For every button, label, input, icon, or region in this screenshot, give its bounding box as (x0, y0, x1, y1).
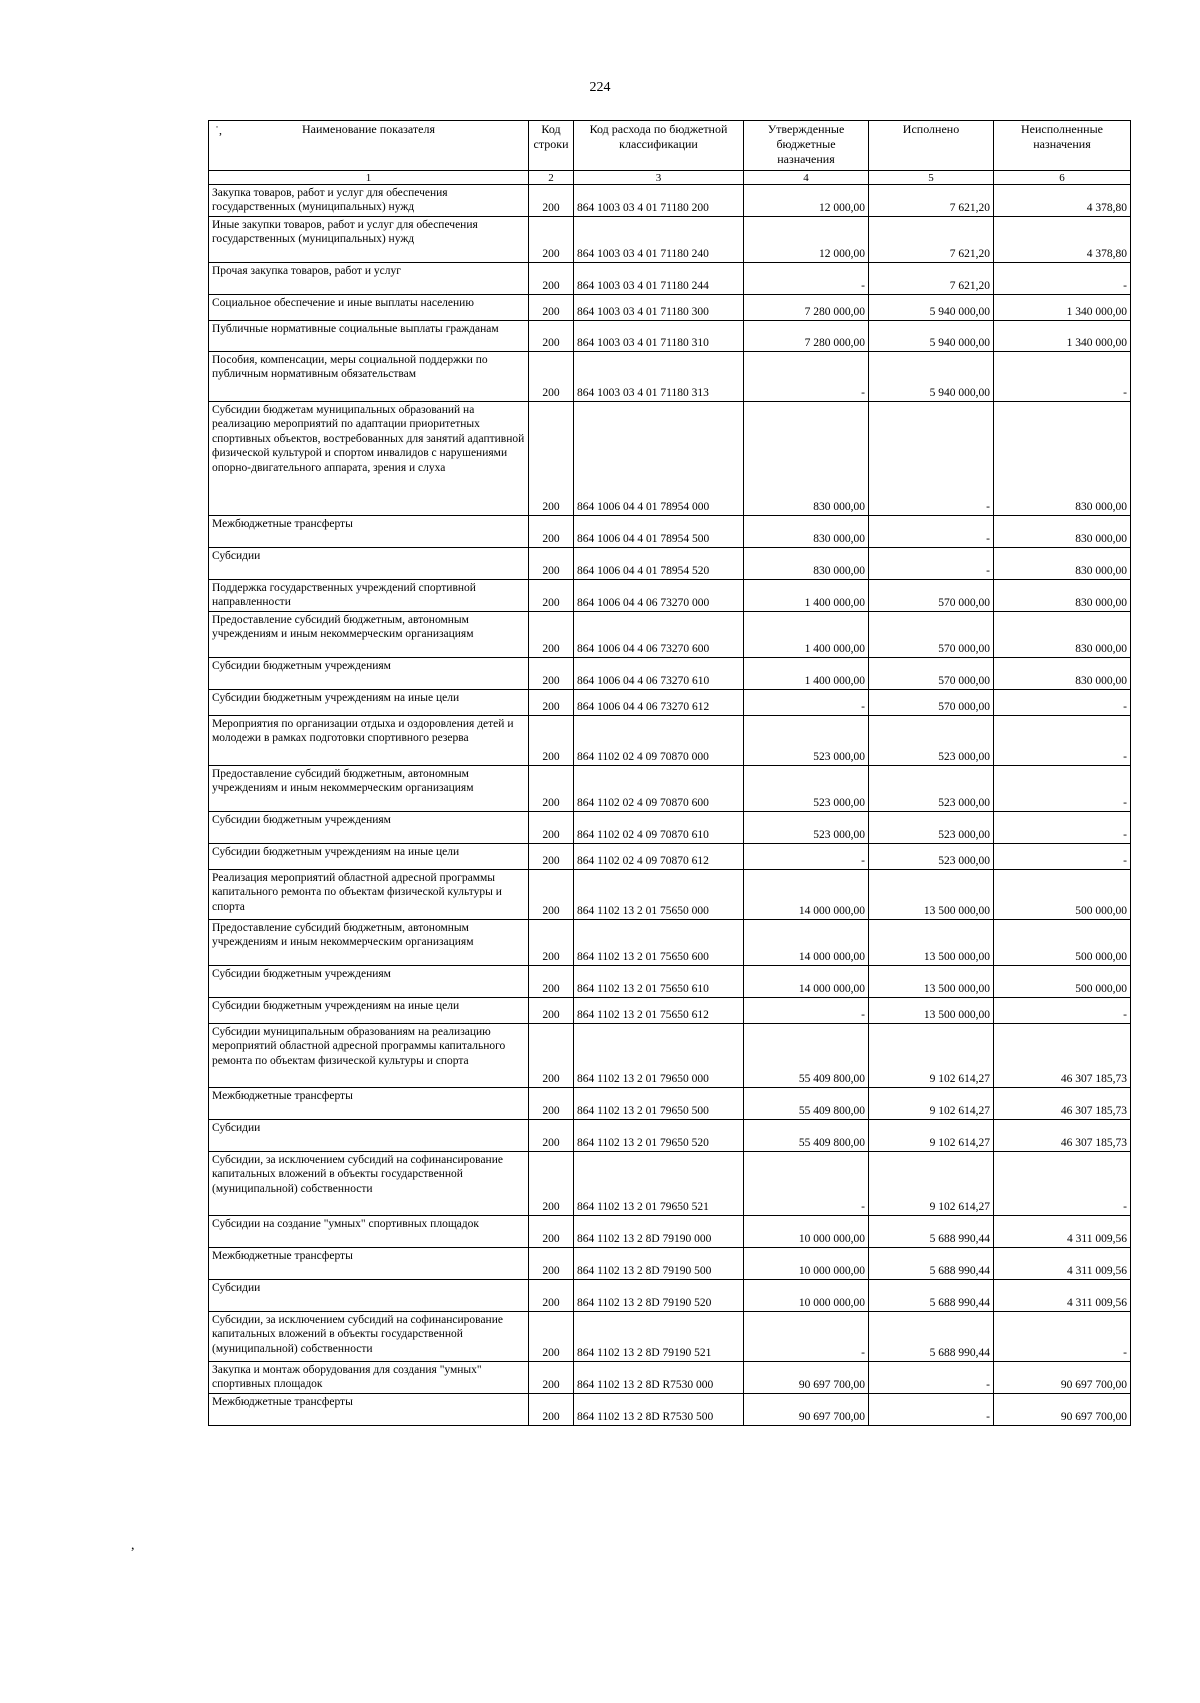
table-row (209, 812, 1131, 844)
row-unexecuted-amount: 830 000,00 (994, 516, 1131, 548)
row-executed-amount: - (869, 1362, 994, 1394)
row-unexecuted-amount: 4 311 009,56 (994, 1248, 1131, 1280)
budget-execution-table (208, 120, 1131, 1426)
row-executed-amount: 570 000,00 (869, 580, 994, 612)
row-unexecuted-amount: - (994, 812, 1131, 844)
row-unexecuted-amount: 830 000,00 (994, 658, 1131, 690)
row-line-code: 200 (529, 1088, 574, 1120)
row-unexecuted-amount: - (994, 844, 1131, 870)
row-name: Прочая закупка товаров, работ и услуг (209, 263, 529, 295)
row-approved-amount: 7 280 000,00 (744, 321, 869, 352)
row-unexecuted-amount: 500 000,00 (994, 920, 1131, 966)
row-unexecuted-amount: 46 307 185,73 (994, 1120, 1131, 1152)
row-budget-classification: 864 1003 03 4 01 71180 310 (574, 321, 744, 352)
row-budget-classification: 864 1102 02 4 09 70870 612 (574, 844, 744, 870)
row-approved-amount: 830 000,00 (744, 516, 869, 548)
table-row (209, 321, 1131, 352)
row-budget-classification: 864 1102 13 2 01 79650 520 (574, 1120, 744, 1152)
table-row (209, 716, 1131, 766)
row-line-code: 200 (529, 812, 574, 844)
row-line-code: 200 (529, 1120, 574, 1152)
row-approved-amount: - (744, 998, 869, 1024)
row-unexecuted-amount: - (994, 1152, 1131, 1216)
row-approved-amount: 1 400 000,00 (744, 612, 869, 658)
row-name: Межбюджетные трансферты (209, 516, 529, 548)
row-name: Субсидии (209, 1120, 529, 1152)
row-approved-amount: 90 697 700,00 (744, 1394, 869, 1426)
row-line-code: 200 (529, 580, 574, 612)
row-name: Публичные нормативные социальные выплаты гражданам (209, 321, 529, 352)
row-unexecuted-amount: - (994, 716, 1131, 766)
row-approved-amount: 14 000 000,00 (744, 870, 869, 920)
row-name: Социальное обеспечение и иные выплаты населению (209, 295, 529, 321)
row-unexecuted-amount: 4 378,80 (994, 185, 1131, 217)
row-unexecuted-amount: 500 000,00 (994, 966, 1131, 998)
row-name: Субсидии муниципальным образованиям на реализацию мероприятий областной адресной программы капитального ремонта по объектам физической культуры и спорта (209, 1024, 529, 1088)
row-approved-amount: 523 000,00 (744, 716, 869, 766)
row-executed-amount: 523 000,00 (869, 716, 994, 766)
table-row (209, 548, 1131, 580)
row-name: Субсидии (209, 548, 529, 580)
row-approved-amount: - (744, 1152, 869, 1216)
row-approved-amount: - (744, 352, 869, 402)
row-budget-classification: 864 1102 13 2 8D R7530 500 (574, 1394, 744, 1426)
row-executed-amount: - (869, 1394, 994, 1426)
row-budget-classification: 864 1102 13 2 01 75650 610 (574, 966, 744, 998)
row-executed-amount: 523 000,00 (869, 766, 994, 812)
row-unexecuted-amount: 830 000,00 (994, 612, 1131, 658)
column-number: 6 (994, 171, 1131, 185)
row-approved-amount: 523 000,00 (744, 812, 869, 844)
table-row (209, 1394, 1131, 1426)
row-executed-amount: 9 102 614,27 (869, 1088, 994, 1120)
header-classification: Код расхода по бюджетной классификации (574, 121, 744, 171)
row-unexecuted-amount: 4 311 009,56 (994, 1280, 1131, 1312)
row-name: Субсидии бюджетным учреждениям на иные цели (209, 690, 529, 716)
row-line-code: 200 (529, 548, 574, 580)
row-approved-amount: 10 000 000,00 (744, 1216, 869, 1248)
row-budget-classification: 864 1102 02 4 09 70870 600 (574, 766, 744, 812)
table-row (209, 766, 1131, 812)
row-name: Субсидии бюджетным учреждениям на иные цели (209, 844, 529, 870)
row-name: Субсидии бюджетным учреждениям на иные цели (209, 998, 529, 1024)
table-row (209, 1280, 1131, 1312)
row-executed-amount: 5 940 000,00 (869, 295, 994, 321)
row-unexecuted-amount: 90 697 700,00 (994, 1394, 1131, 1426)
row-name: Иные закупки товаров, работ и услуг для обеспечения государственных (муниципальных) нужд (209, 217, 529, 263)
header-approved: Утвержденные бюджетные назначения (744, 121, 869, 171)
table-row (209, 1152, 1131, 1216)
row-line-code: 200 (529, 658, 574, 690)
row-budget-classification: 864 1102 13 2 01 75650 600 (574, 920, 744, 966)
row-executed-amount: 13 500 000,00 (869, 998, 994, 1024)
row-executed-amount: - (869, 548, 994, 580)
table-row (209, 1088, 1131, 1120)
row-executed-amount: 5 688 990,44 (869, 1248, 994, 1280)
row-budget-classification: 864 1102 13 2 8D 79190 521 (574, 1312, 744, 1362)
row-executed-amount: 5 688 990,44 (869, 1216, 994, 1248)
row-unexecuted-amount: - (994, 1312, 1131, 1362)
row-unexecuted-amount: - (994, 998, 1131, 1024)
row-budget-classification: 864 1102 13 2 01 75650 612 (574, 998, 744, 1024)
row-line-code: 200 (529, 352, 574, 402)
header-name (209, 121, 529, 171)
row-line-code: 200 (529, 1362, 574, 1394)
table-row (209, 516, 1131, 548)
row-budget-classification: 864 1102 13 2 01 79650 521 (574, 1152, 744, 1216)
row-unexecuted-amount: 830 000,00 (994, 580, 1131, 612)
table-row (209, 1362, 1131, 1394)
row-budget-classification: 864 1102 13 2 01 75650 000 (574, 870, 744, 920)
row-line-code: 200 (529, 966, 574, 998)
row-name: Реализация мероприятий областной адресной программы капитального ремонта по объектам физической культуры и спорта (209, 870, 529, 920)
row-executed-amount: 13 500 000,00 (869, 920, 994, 966)
row-line-code: 200 (529, 516, 574, 548)
table-row (209, 1216, 1131, 1248)
row-approved-amount: 55 409 800,00 (744, 1120, 869, 1152)
row-line-code: 200 (529, 321, 574, 352)
row-approved-amount: 10 000 000,00 (744, 1280, 869, 1312)
row-unexecuted-amount: 46 307 185,73 (994, 1024, 1131, 1088)
table-header (209, 121, 1131, 185)
row-name: Предоставление субсидий бюджетным, автономным учреждениям и иным некоммерческим организациям (209, 920, 529, 966)
table-row (209, 844, 1131, 870)
row-line-code: 200 (529, 1394, 574, 1426)
row-approved-amount: 55 409 800,00 (744, 1088, 869, 1120)
table-row (209, 580, 1131, 612)
row-line-code: 200 (529, 844, 574, 870)
row-unexecuted-amount: 4 378,80 (994, 217, 1131, 263)
table-row (209, 612, 1131, 658)
column-number: 4 (744, 171, 869, 185)
row-line-code: 200 (529, 1152, 574, 1216)
row-approved-amount: - (744, 1312, 869, 1362)
row-executed-amount: 5 940 000,00 (869, 321, 994, 352)
row-name: Межбюджетные трансферты (209, 1248, 529, 1280)
row-executed-amount: 570 000,00 (869, 612, 994, 658)
row-budget-classification: 864 1102 13 2 8D R7530 000 (574, 1362, 744, 1394)
row-name: Субсидии бюджетам муниципальных образований на реализацию мероприятий по адаптации приоритетных спортивных объектов, востребованных для занятий адаптивной физической культурой и спортом инвалидов с нарушениями опорно-двигательного аппарата, зрения и слуха (209, 402, 529, 516)
table-row (209, 217, 1131, 263)
table-row (209, 295, 1131, 321)
table-row (209, 402, 1131, 516)
row-line-code: 200 (529, 690, 574, 716)
header-name-label: Наименование показателя (302, 122, 435, 136)
row-budget-classification: 864 1006 04 4 01 78954 000 (574, 402, 744, 516)
row-approved-amount: 830 000,00 (744, 402, 869, 516)
row-name: Предоставление субсидий бюджетным, автономным учреждениям и иным некоммерческим организациям (209, 612, 529, 658)
row-budget-classification: 864 1102 13 2 01 79650 000 (574, 1024, 744, 1088)
row-name: Мероприятия по организации отдыха и оздоровления детей и молодежи в рамках подготовки спортивного резерва (209, 716, 529, 766)
column-number: 5 (869, 171, 994, 185)
header-row (209, 121, 1131, 171)
table-row (209, 1120, 1131, 1152)
row-line-code: 200 (529, 870, 574, 920)
row-unexecuted-amount: 1 340 000,00 (994, 321, 1131, 352)
row-name: Закупка товаров, работ и услуг для обеспечения государственных (муниципальных) нужд (209, 185, 529, 217)
row-line-code: 200 (529, 766, 574, 812)
row-name: Субсидии, за исключением субсидий на софинансирование капитальных вложений в объекты государственной (муниципальной) собственности (209, 1312, 529, 1362)
table-row (209, 658, 1131, 690)
row-name: Межбюджетные трансферты (209, 1394, 529, 1426)
row-line-code: 200 (529, 1248, 574, 1280)
row-unexecuted-amount: 4 311 009,56 (994, 1216, 1131, 1248)
row-budget-classification: 864 1102 02 4 09 70870 610 (574, 812, 744, 844)
row-approved-amount: 12 000,00 (744, 185, 869, 217)
row-executed-amount: 523 000,00 (869, 812, 994, 844)
column-number-row (209, 171, 1131, 185)
row-executed-amount: 13 500 000,00 (869, 966, 994, 998)
row-unexecuted-amount: - (994, 766, 1131, 812)
row-executed-amount: 5 688 990,44 (869, 1280, 994, 1312)
row-approved-amount: 1 400 000,00 (744, 580, 869, 612)
header-code: Код строки (529, 121, 574, 171)
table-row (209, 185, 1131, 217)
row-budget-classification: 864 1006 04 4 06 73270 612 (574, 690, 744, 716)
row-name: Поддержка государственных учреждений спортивной направленности (209, 580, 529, 612)
column-number: 3 (574, 171, 744, 185)
row-executed-amount: 9 102 614,27 (869, 1152, 994, 1216)
table-body (209, 185, 1131, 1426)
row-budget-classification: 864 1003 03 4 01 71180 240 (574, 217, 744, 263)
row-budget-classification: 864 1003 03 4 01 71180 244 (574, 263, 744, 295)
table-row (209, 998, 1131, 1024)
row-budget-classification: 864 1006 04 4 06 73270 000 (574, 580, 744, 612)
row-approved-amount: 830 000,00 (744, 548, 869, 580)
row-executed-amount: 5 688 990,44 (869, 1312, 994, 1362)
row-unexecuted-amount: 830 000,00 (994, 402, 1131, 516)
table-row (209, 352, 1131, 402)
row-line-code: 200 (529, 998, 574, 1024)
row-line-code: 200 (529, 920, 574, 966)
page-number: 224 (589, 80, 611, 95)
corner-mark: ˙, (215, 123, 222, 137)
row-budget-classification: 864 1003 03 4 01 71180 313 (574, 352, 744, 402)
row-budget-classification: 864 1006 04 4 01 78954 500 (574, 516, 744, 548)
row-name: Предоставление субсидий бюджетным, автономным учреждениям и иным некоммерческим организациям (209, 766, 529, 812)
row-executed-amount: 7 621,20 (869, 263, 994, 295)
row-unexecuted-amount: 46 307 185,73 (994, 1088, 1131, 1120)
row-approved-amount: 14 000 000,00 (744, 966, 869, 998)
row-name: Субсидии бюджетным учреждениям (209, 812, 529, 844)
row-approved-amount: 1 400 000,00 (744, 658, 869, 690)
row-unexecuted-amount: 90 697 700,00 (994, 1362, 1131, 1394)
row-executed-amount: 570 000,00 (869, 690, 994, 716)
row-line-code: 200 (529, 1216, 574, 1248)
row-line-code: 200 (529, 402, 574, 516)
row-executed-amount: 7 621,20 (869, 185, 994, 217)
row-approved-amount: 10 000 000,00 (744, 1248, 869, 1280)
row-line-code: 200 (529, 263, 574, 295)
row-budget-classification: 864 1102 13 2 8D 79190 000 (574, 1216, 744, 1248)
row-budget-classification: 864 1102 13 2 01 79650 500 (574, 1088, 744, 1120)
table-row (209, 870, 1131, 920)
row-executed-amount: 7 621,20 (869, 217, 994, 263)
row-name: Субсидии бюджетным учреждениям (209, 966, 529, 998)
table-row (209, 1024, 1131, 1088)
row-approved-amount: - (744, 263, 869, 295)
row-budget-classification: 864 1006 04 4 06 73270 600 (574, 612, 744, 658)
row-approved-amount: 14 000 000,00 (744, 920, 869, 966)
row-executed-amount: - (869, 402, 994, 516)
table-row (209, 1312, 1131, 1362)
row-budget-classification: 864 1102 13 2 8D 79190 520 (574, 1280, 744, 1312)
header-unexecuted: Неисполненные назначения (994, 121, 1131, 171)
row-executed-amount: 570 000,00 (869, 658, 994, 690)
row-line-code: 200 (529, 1280, 574, 1312)
row-budget-classification: 864 1102 13 2 8D 79190 500 (574, 1248, 744, 1280)
row-approved-amount: 523 000,00 (744, 766, 869, 812)
row-approved-amount: 7 280 000,00 (744, 295, 869, 321)
row-line-code: 200 (529, 612, 574, 658)
row-unexecuted-amount: 1 340 000,00 (994, 295, 1131, 321)
row-executed-amount: 5 940 000,00 (869, 352, 994, 402)
row-budget-classification: 864 1006 04 4 06 73270 610 (574, 658, 744, 690)
row-name: Межбюджетные трансферты (209, 1088, 529, 1120)
table-row (209, 966, 1131, 998)
column-number: 2 (529, 171, 574, 185)
row-executed-amount: 13 500 000,00 (869, 870, 994, 920)
column-number: 1 (209, 171, 529, 185)
row-budget-classification: 864 1102 02 4 09 70870 000 (574, 716, 744, 766)
row-name: Субсидии, за исключением субсидий на софинансирование капитальных вложений в объекты государственной (муниципальной) собственности (209, 1152, 529, 1216)
row-unexecuted-amount: 500 000,00 (994, 870, 1131, 920)
row-line-code: 200 (529, 716, 574, 766)
row-unexecuted-amount: 830 000,00 (994, 548, 1131, 580)
row-name: Субсидии (209, 1280, 529, 1312)
row-unexecuted-amount: - (994, 352, 1131, 402)
row-executed-amount: - (869, 516, 994, 548)
row-unexecuted-amount: - (994, 690, 1131, 716)
row-name: Закупка и монтаж оборудования для создания "умных" спортивных площадок (209, 1362, 529, 1394)
row-executed-amount: 9 102 614,27 (869, 1024, 994, 1088)
row-approved-amount: 12 000,00 (744, 217, 869, 263)
row-line-code: 200 (529, 295, 574, 321)
table-row (209, 263, 1131, 295)
row-name: Субсидии бюджетным учреждениям (209, 658, 529, 690)
row-approved-amount: 55 409 800,00 (744, 1024, 869, 1088)
row-approved-amount: 90 697 700,00 (744, 1362, 869, 1394)
row-line-code: 200 (529, 1024, 574, 1088)
row-executed-amount: 9 102 614,27 (869, 1120, 994, 1152)
table-row (209, 920, 1131, 966)
row-approved-amount: - (744, 690, 869, 716)
row-line-code: 200 (529, 1312, 574, 1362)
row-unexecuted-amount: - (994, 263, 1131, 295)
row-budget-classification: 864 1006 04 4 01 78954 520 (574, 548, 744, 580)
row-budget-classification: 864 1003 03 4 01 71180 200 (574, 185, 744, 217)
row-approved-amount: - (744, 844, 869, 870)
row-line-code: 200 (529, 185, 574, 217)
stray-mark: , (131, 1538, 135, 1553)
table-row (209, 1248, 1131, 1280)
row-line-code: 200 (529, 217, 574, 263)
row-name: Субсидии на создание "умных" спортивных площадок (209, 1216, 529, 1248)
header-executed: Исполнено (869, 121, 994, 171)
table-row (209, 690, 1131, 716)
row-budget-classification: 864 1003 03 4 01 71180 300 (574, 295, 744, 321)
row-name: Пособия, компенсации, меры социальной поддержки по публичным нормативным обязательствам (209, 352, 529, 402)
row-executed-amount: 523 000,00 (869, 844, 994, 870)
